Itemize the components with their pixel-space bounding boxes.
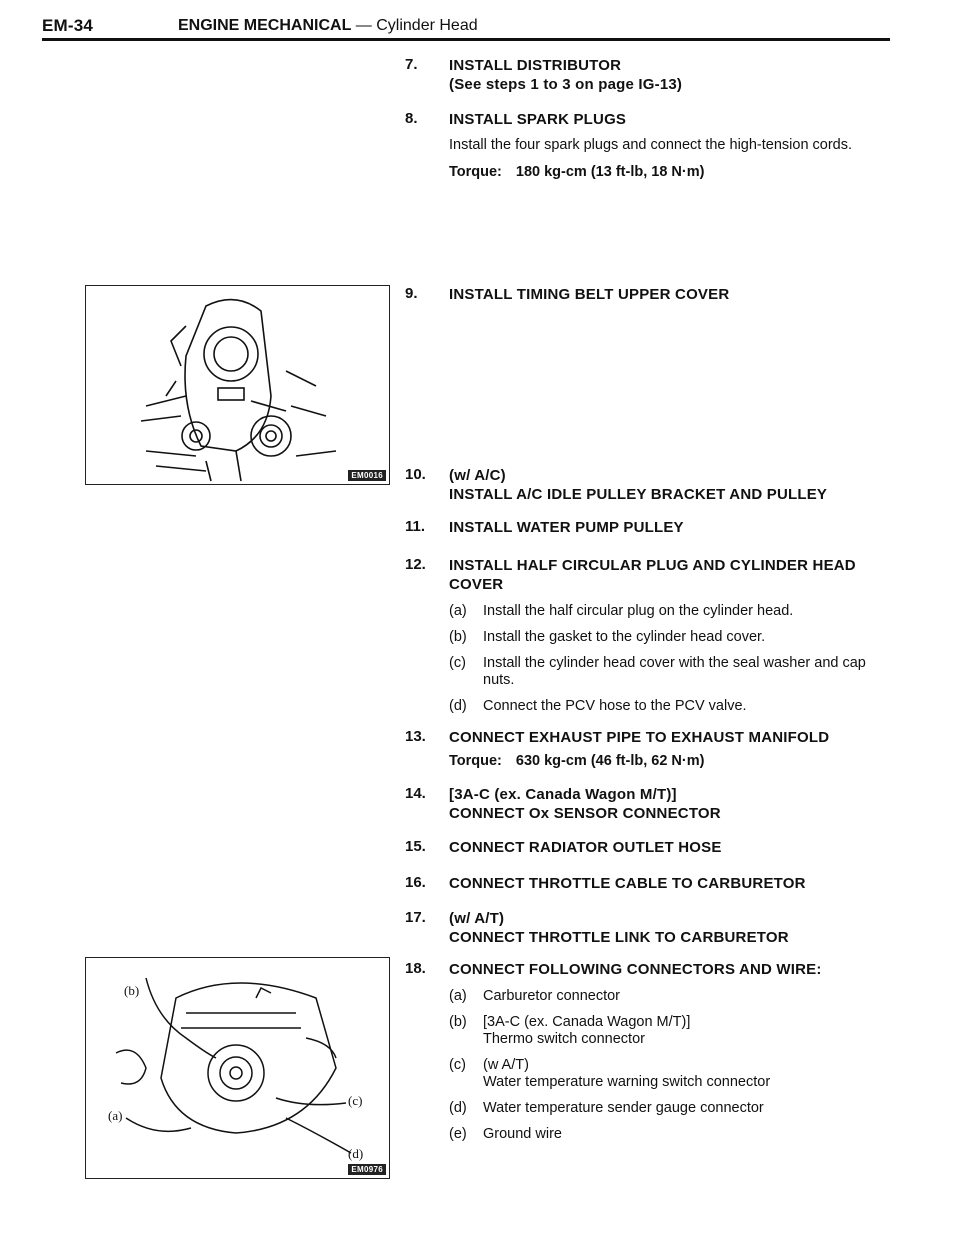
timing-cover-illustration: [86, 286, 389, 484]
substep-label: (b): [449, 629, 467, 645]
step-heading-line2: CONNECT THROTTLE LINK TO CARBURETOR: [449, 929, 789, 946]
step-heading-line2: CONNECT Ox SENSOR CONNECTOR: [449, 805, 721, 822]
substep-label: (c): [449, 1057, 466, 1073]
step-heading: INSTALL DISTRIBUTOR: [449, 57, 622, 74]
step-heading: INSTALL TIMING BELT UPPER COVER: [449, 286, 730, 303]
step-number: 13.: [405, 728, 426, 745]
callout-c: (c): [348, 1093, 363, 1108]
figure-code: EM0976: [348, 1164, 386, 1175]
substep-text: (w A/T): [483, 1057, 529, 1073]
substep-label: (d): [449, 698, 467, 714]
substep-text: Water temperature sender gauge connector: [483, 1100, 764, 1116]
substep-a: [449, 603, 901, 620]
figure-connectors: [85, 957, 390, 1179]
subsection-name: Cylinder Head: [376, 17, 478, 34]
substep-b: [449, 629, 901, 646]
substep-b: [449, 1014, 901, 1048]
section-name: ENGINE MECHANICAL: [178, 17, 352, 34]
substep-text: [3A-C (ex. Canada Wagon M/T)]: [483, 1014, 691, 1030]
step-number: 11.: [405, 518, 426, 535]
torque-label: Torque:: [449, 753, 502, 769]
page-header: [42, 12, 892, 38]
step-number: 7.: [405, 56, 418, 73]
callout-a: (a): [108, 1108, 123, 1123]
torque-spec: [449, 753, 901, 769]
step-heading: CONNECT EXHAUST PIPE TO EXHAUST MANIFOLD: [449, 729, 830, 746]
step-number: 14.: [405, 785, 426, 802]
substep-label: (d): [449, 1100, 467, 1116]
step-heading: INSTALL HALF CIRCULAR PLUG AND CYLINDER HEAD COVER: [449, 557, 856, 593]
page-code: EM-34: [42, 16, 94, 35]
step-heading: CONNECT RADIATOR OUTLET HOSE: [449, 839, 722, 856]
step-heading: CONNECT FOLLOWING CONNECTORS AND WIRE:: [449, 961, 822, 978]
substep-text-line2: Water temperature warning switch connector: [483, 1074, 771, 1090]
figure-timing-belt-cover: [85, 285, 390, 485]
substep-d: [449, 698, 901, 715]
torque-label: Torque:: [449, 164, 502, 180]
step-heading: [3A-C (ex. Canada Wagon M/T)]: [449, 786, 677, 803]
substep-a: [449, 988, 901, 1005]
substep-e: [449, 1126, 901, 1143]
callout-d: (d): [348, 1146, 364, 1161]
torque-value: 630 kg-cm (46 ft-lb, 62 N·m): [515, 753, 705, 769]
step-number: 9.: [405, 285, 418, 302]
substep-text: Install the cylinder head cover with the seal washer and cap nuts.: [483, 655, 866, 688]
substep-c: [449, 1057, 901, 1091]
substep-text: Install the gasket to the cylinder head cover.: [483, 629, 766, 645]
substep-label: (e): [449, 1126, 467, 1142]
step-heading: INSTALL WATER PUMP PULLEY: [449, 519, 684, 536]
step-number: 8.: [405, 110, 418, 127]
step-heading: CONNECT THROTTLE CABLE TO CARBURETOR: [449, 875, 806, 892]
substep-text: Carburetor connector: [483, 988, 621, 1004]
figure-code: EM0016: [348, 470, 386, 481]
torque-spec: [449, 164, 901, 180]
step-heading-reference: (See steps 1 to 3 on page IG-13): [449, 76, 683, 93]
step-number: 10.: [405, 466, 426, 483]
step-heading: (w/ A/T): [449, 910, 505, 927]
torque-value: 180 kg-cm (13 ft-lb, 18 N·m): [515, 164, 705, 180]
substep-c: [449, 655, 901, 689]
substep-text: Ground wire: [483, 1126, 562, 1142]
substep-label: (a): [449, 603, 467, 619]
step-number: 18.: [405, 960, 426, 977]
step-number: 15.: [405, 838, 426, 855]
substep-label: (a): [449, 988, 467, 1004]
page-title: [178, 17, 478, 35]
substep-label: (c): [449, 655, 466, 671]
substep-d: [449, 1100, 901, 1117]
step-text: Install the four spark plugs and connect the high-tension cords.: [449, 137, 853, 153]
callout-b: (b): [124, 983, 140, 998]
step-heading: (w/ A/C): [449, 467, 506, 484]
substep-text-line2: Thermo switch connector: [483, 1031, 645, 1047]
step-heading-line2: INSTALL A/C IDLE PULLEY BRACKET AND PULLEY: [449, 486, 828, 503]
substep-label: (b): [449, 1014, 467, 1030]
step-heading: INSTALL SPARK PLUGS: [449, 111, 627, 128]
step-number: 12.: [405, 556, 426, 573]
substep-text: Install the half circular plug on the cylinder head.: [483, 603, 794, 619]
step-number: 16.: [405, 874, 426, 891]
substep-text: Connect the PCV hose to the PCV valve.: [483, 698, 747, 714]
title-dash: —: [351, 17, 377, 34]
step-number: 17.: [405, 909, 426, 926]
header-rule: [42, 38, 890, 41]
